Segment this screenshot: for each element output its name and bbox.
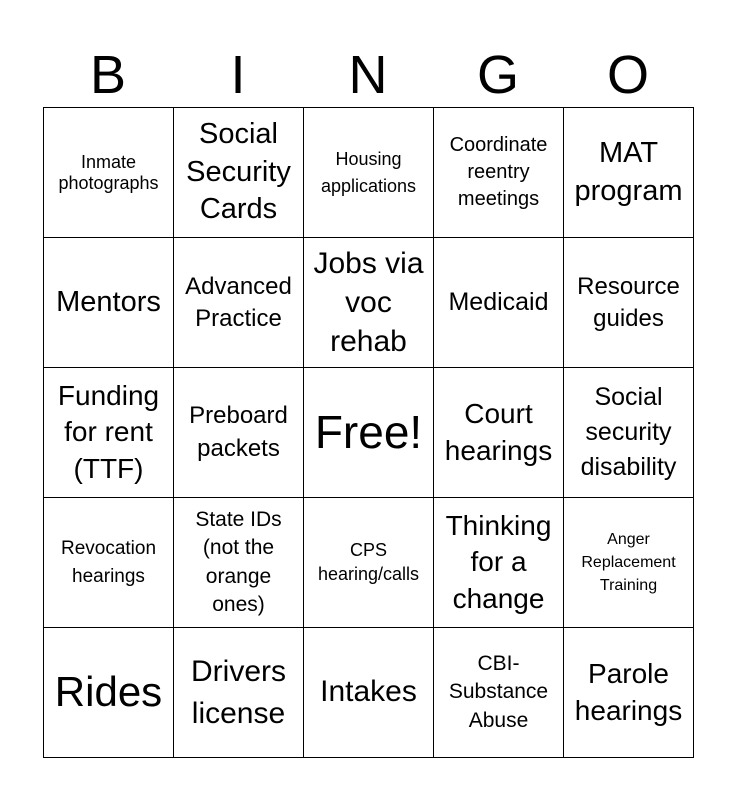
cell-text: Jobs via voc rehab (313, 247, 424, 358)
cell-text: Court hearings (444, 398, 553, 466)
cell-text: CPS hearing/calls (317, 540, 420, 584)
bingo-cell[interactable] (434, 498, 564, 628)
cell-text: CBI-Substance Abuse (448, 651, 549, 732)
bingo-cell[interactable] (434, 628, 564, 758)
bingo-cell[interactable] (564, 238, 694, 368)
cell-text: Mentors (56, 285, 161, 318)
cell-text: Rides (54, 668, 163, 716)
cell-text: Housing applications (320, 149, 417, 196)
bingo-cell[interactable] (564, 628, 694, 758)
free-space[interactable] (304, 368, 434, 498)
bingo-cell[interactable] (564, 498, 694, 628)
cell-text: Resource guides (577, 273, 680, 332)
bingo-cell[interactable] (44, 628, 174, 758)
header-letter-n: N (348, 45, 388, 105)
bingo-cell[interactable] (434, 108, 564, 238)
cell-text: MAT program (574, 136, 683, 207)
bingo-cell[interactable] (304, 238, 434, 368)
cell-text: Thinking for a change (445, 509, 552, 614)
cell-text: Drivers license (191, 654, 286, 730)
header-letter-g: G (476, 45, 519, 105)
bingo-cell[interactable] (174, 108, 304, 238)
bingo-cell[interactable] (174, 628, 304, 758)
bingo-header (43, 38, 693, 108)
cell-text: Coordinate reentry meetings (449, 134, 548, 210)
cell-text: Preboard packets (189, 402, 288, 462)
bingo-cell[interactable] (174, 238, 304, 368)
header-letter-b: B (89, 45, 127, 105)
bingo-cell[interactable] (44, 368, 174, 498)
bingo-cell[interactable] (44, 238, 174, 368)
bingo-cell[interactable] (434, 368, 564, 498)
cell-text: Funding for rent (TTF) (57, 379, 160, 484)
bingo-cell[interactable] (304, 498, 434, 628)
free-space-label: Free! (314, 406, 423, 459)
cell-text: Revocation hearings (60, 537, 157, 587)
cell-text: Medicaid (448, 288, 549, 317)
bingo-cell[interactable] (174, 368, 304, 498)
cell-text: State IDs (not the orange ones) (195, 507, 282, 616)
bingo-cell[interactable] (434, 238, 564, 368)
cell-text: Inmate photographs (58, 151, 159, 193)
bingo-cell[interactable] (44, 498, 174, 628)
bingo-cell[interactable] (174, 498, 304, 628)
bingo-cell[interactable] (304, 108, 434, 238)
cell-text: Anger Replacement Training (581, 530, 676, 595)
cell-text: Parole hearings (574, 658, 683, 726)
header-letter-o: O (606, 45, 649, 105)
cell-text: Social Security Cards (186, 117, 291, 226)
bingo-cell[interactable] (564, 108, 694, 238)
bingo-board (43, 107, 694, 758)
cell-text: Intakes (320, 675, 417, 709)
header-letter-i: I (230, 45, 246, 105)
bingo-cell[interactable] (564, 368, 694, 498)
cell-text: Social security disability (580, 383, 677, 481)
bingo-cell[interactable] (304, 628, 434, 758)
cell-text: Advanced Practice (185, 273, 292, 332)
bingo-cell[interactable] (44, 108, 174, 238)
